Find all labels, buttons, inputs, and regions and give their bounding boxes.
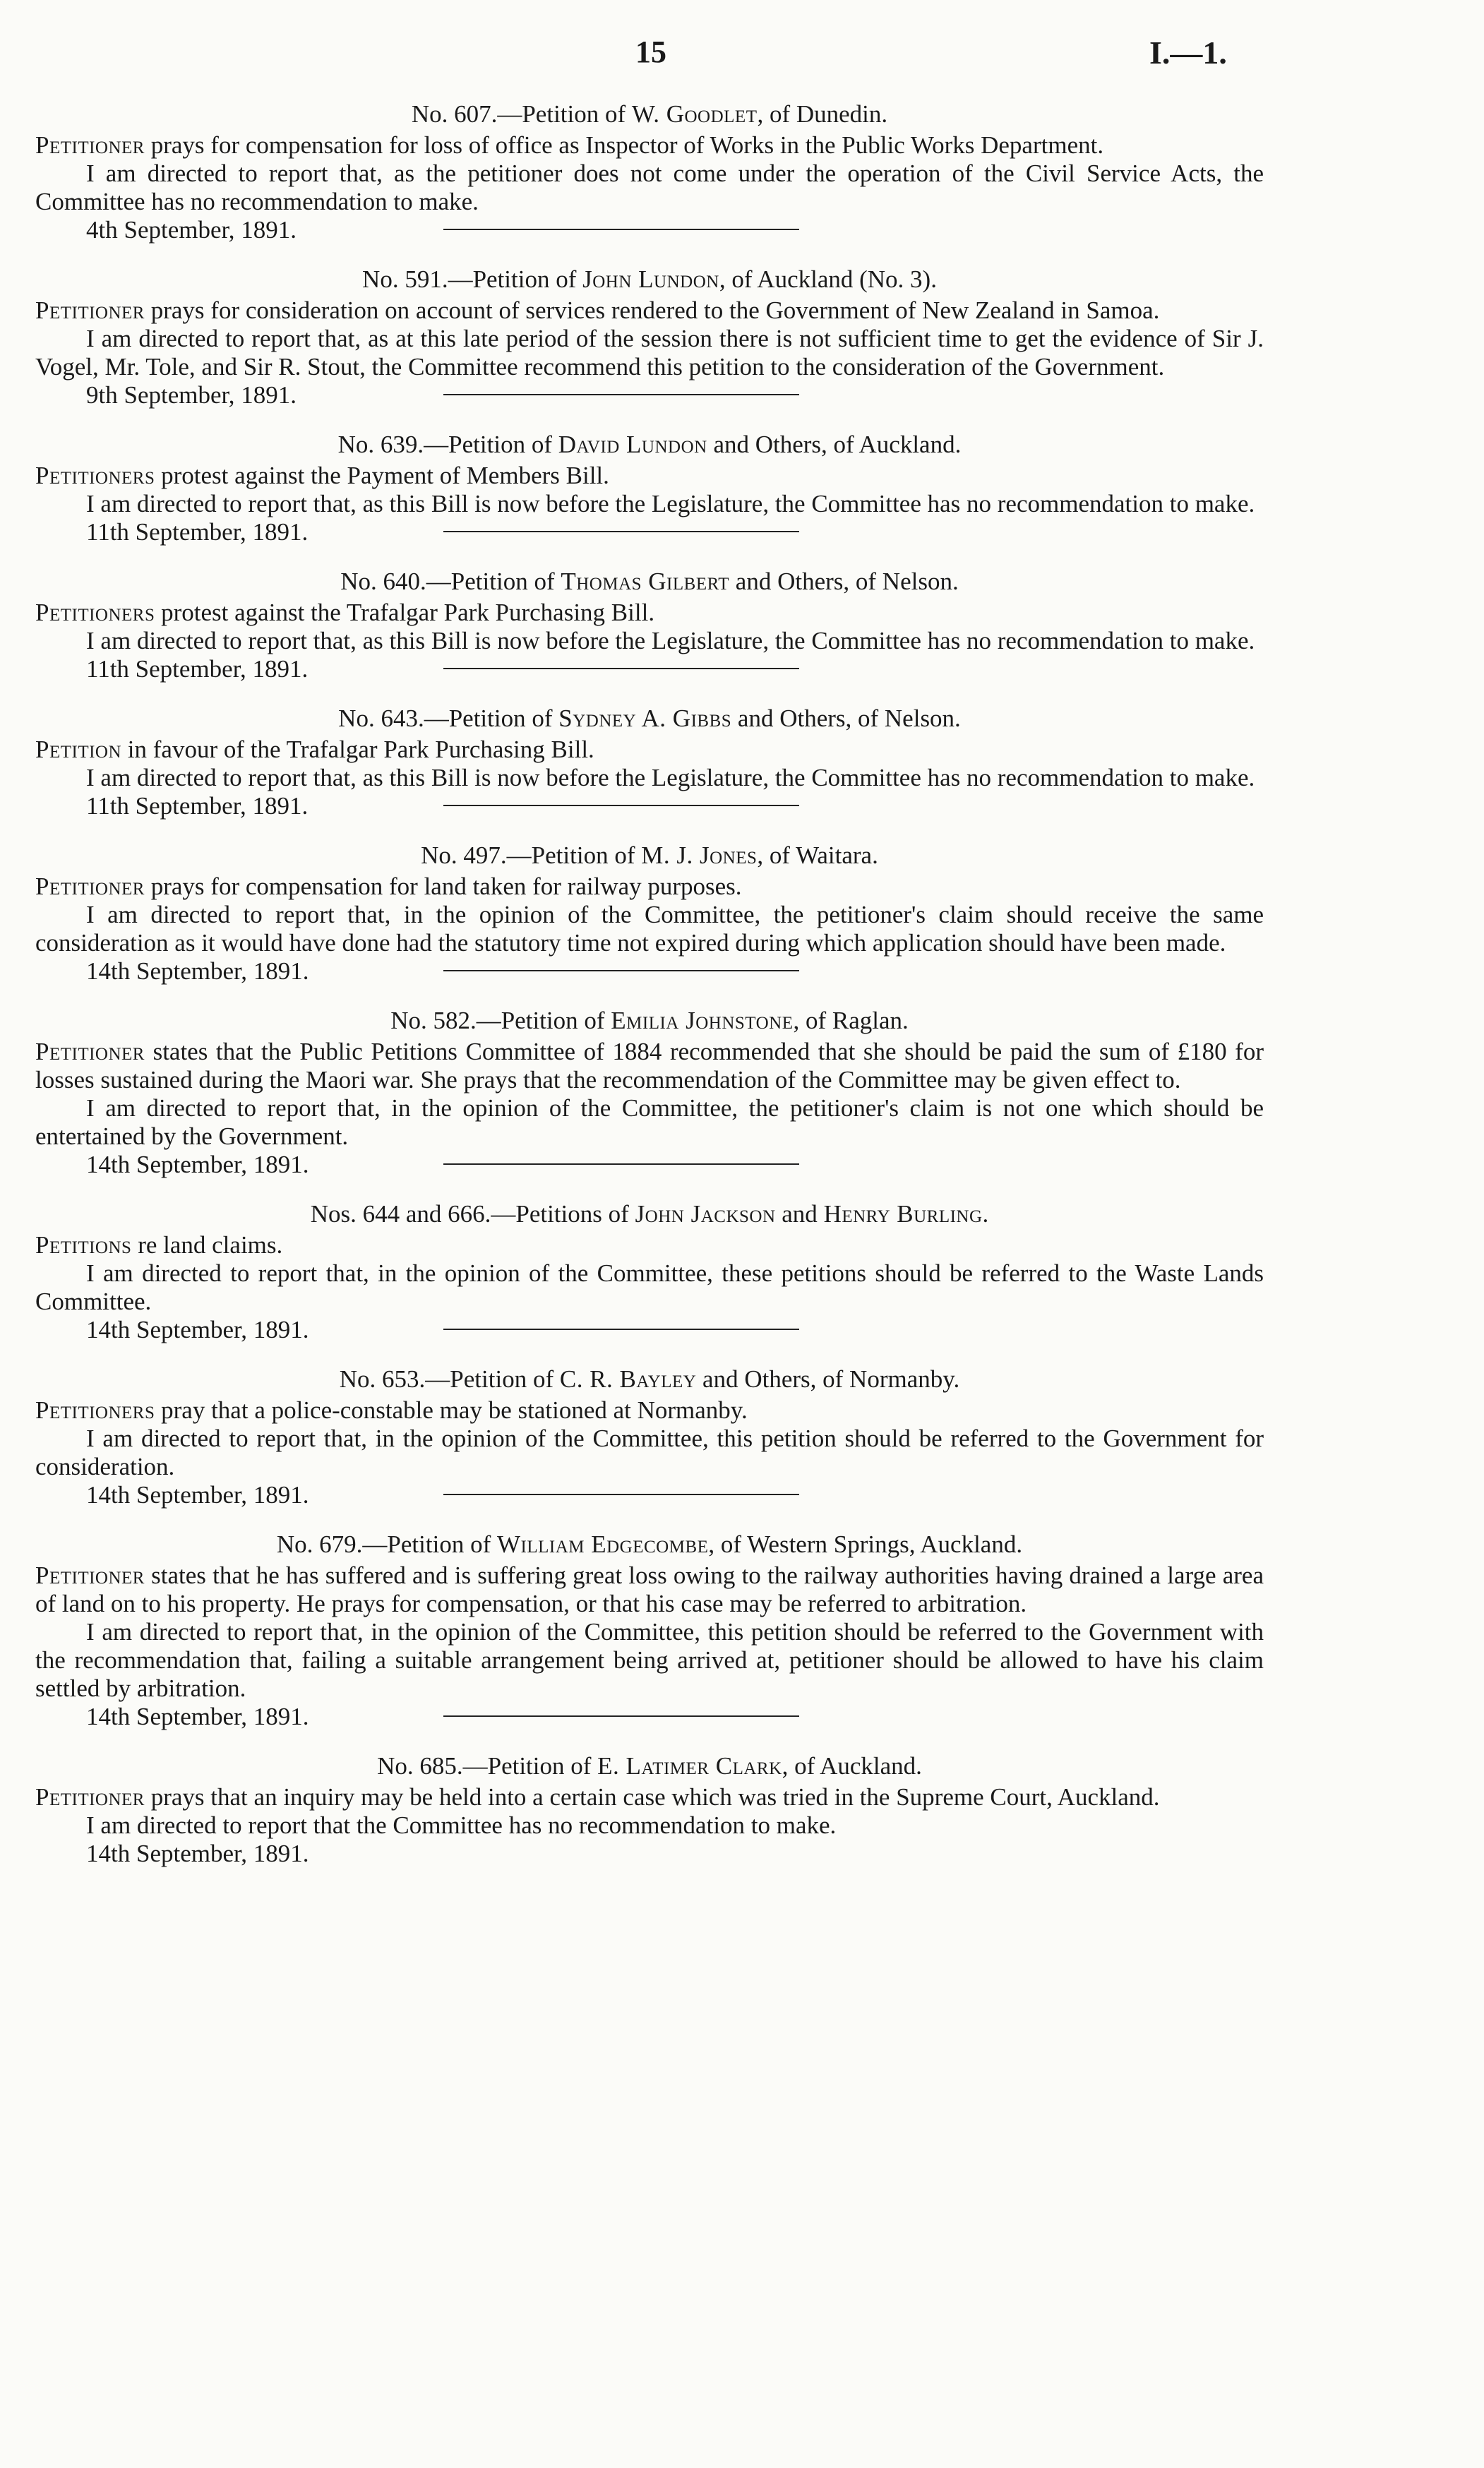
section-divider bbox=[443, 805, 799, 806]
petition-summary-text: protest against the Payment of Members Bill. bbox=[155, 462, 609, 489]
petition-title bbox=[35, 705, 1264, 733]
committee-report: I am directed to report that, in the opinion of the Committee, the petitioner's claim is not one which should be entertained by the Government. bbox=[35, 1094, 1264, 1150]
petition-number: No. 653.—Petition of bbox=[339, 1365, 560, 1393]
petition-lead-word: Petitioners bbox=[35, 599, 155, 626]
petition-summary bbox=[35, 1038, 1264, 1094]
petition-summary bbox=[35, 736, 1264, 764]
report-date: 14th September, 1891. bbox=[86, 1316, 309, 1343]
petition-lead-word: Petition bbox=[35, 736, 122, 763]
petition-entry bbox=[35, 100, 1264, 265]
petition-lead-word: Petitioner bbox=[35, 1783, 145, 1811]
petitioner-name: Sydney A. Gibbs bbox=[558, 705, 732, 732]
petitioner-name: John Lundon bbox=[582, 265, 719, 293]
petition-title bbox=[35, 841, 1264, 870]
petition-summary bbox=[35, 462, 1264, 490]
petition-title bbox=[35, 265, 1264, 294]
petition-title bbox=[35, 1530, 1264, 1559]
petitioner-name: E. Latimer Clark bbox=[597, 1752, 782, 1780]
report-date: 14th September, 1891. bbox=[86, 1703, 309, 1730]
petition-number: No. 607.—Petition of bbox=[411, 100, 632, 128]
petition-number: No. 591.—Petition of bbox=[362, 265, 583, 293]
petition-lead-word: Petitioner bbox=[35, 296, 145, 324]
report-date: 4th September, 1891. bbox=[86, 216, 297, 244]
committee-report: I am directed to report that the Committee has no recommendation to make. bbox=[86, 1811, 837, 1839]
petition-summary-text: pray that a police-constable may be stationed at Normanby. bbox=[155, 1396, 748, 1424]
petitioner-name: William Edgecombe bbox=[496, 1530, 709, 1558]
committee-report: I am directed to report that, in the opinion of the Committee, this petition should be referred to the Government for consideration. bbox=[35, 1425, 1264, 1480]
petition-summary bbox=[35, 296, 1264, 325]
report-date: 14th September, 1891. bbox=[86, 1151, 309, 1178]
petition-summary-text: prays that an inquiry may be held into a certain case which was tried in the Supreme Court, Auckland. bbox=[144, 1783, 1160, 1811]
petition-lead-word: Petitioners bbox=[35, 462, 155, 489]
petition-number: No. 639.—Petition of bbox=[337, 431, 558, 458]
section-divider bbox=[443, 970, 799, 971]
petition-lead-word: Petitions bbox=[35, 1231, 132, 1259]
petition-title-suffix: , of Dunedin. bbox=[757, 100, 888, 128]
petition-number: No. 640.—Petition of bbox=[340, 568, 561, 595]
petition-title bbox=[35, 1007, 1264, 1035]
section-divider bbox=[443, 1715, 799, 1717]
petition-title-suffix: and Others, of Nelson. bbox=[729, 568, 959, 595]
section-divider bbox=[443, 1163, 799, 1165]
petition-summary-text: states that the Public Petitions Committee of 1884 recommended that she should be paid the sum of £180 for losses sustained during the Maori war. She prays that the recommendation of the Committee may be given effect to. bbox=[35, 1038, 1264, 1094]
petition-entry bbox=[35, 1530, 1264, 1752]
petition-summary bbox=[35, 599, 1264, 627]
petition-entry bbox=[35, 1200, 1264, 1365]
petition-summary bbox=[35, 1783, 1264, 1811]
section-divider bbox=[443, 531, 799, 532]
petition-title-suffix: . bbox=[982, 1200, 989, 1228]
petition-title bbox=[35, 1365, 1264, 1394]
section-divider bbox=[443, 394, 799, 395]
committee-report: I am directed to report that, in the opinion of the Committee, the petitioner's claim should receive the same consideration as it would have done had the statutory time not expired during which application should have been made. bbox=[35, 901, 1264, 957]
petition-summary bbox=[35, 131, 1264, 160]
petitioner-name: C. R. Bayley bbox=[559, 1365, 697, 1393]
petition-title-suffix: and Others, of Auckland. bbox=[707, 431, 962, 458]
petition-number: No. 679.—Petition of bbox=[276, 1530, 497, 1558]
report-date: 14th September, 1891. bbox=[86, 1840, 309, 1867]
paper-reference: I.—1. bbox=[1149, 35, 1227, 71]
petition-summary-text: prays for compensation for loss of office as Inspector of Works in the Public Works Department. bbox=[144, 131, 1104, 159]
petitioner-name: W. Goodlet bbox=[631, 100, 758, 128]
petition-entry bbox=[35, 431, 1264, 568]
petition-summary bbox=[35, 1562, 1264, 1618]
petition-number: No. 497.—Petition of bbox=[421, 841, 642, 869]
petition-title-suffix: , of Waitara. bbox=[757, 841, 878, 869]
petition-lead-word: Petitioner bbox=[35, 1038, 145, 1065]
report-date: 14th September, 1891. bbox=[86, 1481, 309, 1509]
report-date: 11th September, 1891. bbox=[86, 655, 309, 683]
petition-entry bbox=[35, 1752, 1264, 1868]
petitioner-name: David Lundon bbox=[558, 431, 707, 458]
committee-report: I am directed to report that, as this Bill is now before the Legislature, the Committee has no recommendation to make. bbox=[86, 627, 1255, 654]
section-divider bbox=[443, 668, 799, 669]
petition-title-suffix: and bbox=[775, 1200, 824, 1228]
petition-summary-text: prays for compensation for land taken for railway purposes. bbox=[144, 873, 742, 900]
petition-title bbox=[35, 1200, 1264, 1228]
petition-summary-text: prays for consideration on account of services rendered to the Government of New Zealand in Samoa. bbox=[144, 296, 1160, 324]
report-date: 11th September, 1891. bbox=[86, 792, 309, 820]
petition-title bbox=[35, 568, 1264, 596]
petition-number: Nos. 644 and 666.—Petitions of bbox=[310, 1200, 635, 1228]
petition-title bbox=[35, 431, 1264, 459]
petition-title-suffix: , of Raglan. bbox=[793, 1007, 909, 1034]
committee-report: I am directed to report that, as this Bill is now before the Legislature, the Committee has no recommendation to make. bbox=[86, 490, 1255, 517]
petition-summary bbox=[35, 1231, 1264, 1259]
committee-report: I am directed to report that, in the opinion of the Committee, this petition should be referred to the Government with the recommendation that, failing a suitable arrangement being arrived at, petitioner should be allowed to have his claim settled by arbitration. bbox=[35, 1618, 1264, 1702]
report-date: 14th September, 1891. bbox=[86, 957, 309, 985]
section-divider bbox=[443, 1329, 799, 1330]
petition-entry bbox=[35, 841, 1264, 1007]
petition-entry bbox=[35, 705, 1264, 841]
section-divider bbox=[443, 1494, 799, 1495]
petition-number: No. 582.—Petition of bbox=[390, 1007, 611, 1034]
petition-title bbox=[35, 1752, 1264, 1780]
petitioner-name: John Jackson bbox=[635, 1200, 776, 1228]
petition-entry bbox=[35, 1365, 1264, 1530]
petition-entry bbox=[35, 1007, 1264, 1200]
petition-summary-text: states that he has suffered and is suffering great loss owing to the railway authorities having drained a large area of land on to his property. He prays for compensation, or that his case may be referred to arbitration. bbox=[35, 1562, 1264, 1617]
petitioner-name: Thomas Gilbert bbox=[561, 568, 730, 595]
petition-lead-word: Petitioners bbox=[35, 1396, 155, 1424]
committee-report: I am directed to report that, as this Bill is now before the Legislature, the Committee has no recommendation to make. bbox=[86, 764, 1255, 791]
petition-number: No. 643.—Petition of bbox=[338, 705, 559, 732]
petition-lead-word: Petitioner bbox=[35, 1562, 145, 1589]
petitioner-name: M. J. Jones bbox=[641, 841, 758, 869]
page-number: 15 bbox=[635, 35, 666, 69]
petition-lead-word: Petitioner bbox=[35, 873, 145, 900]
petition-title-suffix: and Others, of Nelson. bbox=[731, 705, 961, 732]
petition-title-suffix: and Others, of Normanby. bbox=[696, 1365, 960, 1393]
committee-report: I am directed to report that, as the petitioner does not come under the operation of the Civil Service Acts, the Committee has no recommendation to make. bbox=[35, 160, 1264, 215]
report-date: 11th September, 1891. bbox=[86, 518, 309, 546]
petition-summary-text: protest against the Trafalgar Park Purchasing Bill. bbox=[155, 599, 655, 626]
petitions-list bbox=[35, 100, 1264, 1868]
petition-title bbox=[35, 100, 1264, 128]
petition-lead-word: Petitioner bbox=[35, 131, 145, 159]
petitioner-name: Emilia Johnstone bbox=[611, 1007, 794, 1034]
petition-title-suffix: , of Auckland. bbox=[782, 1752, 922, 1780]
petition-summary-text: in favour of the Trafalgar Park Purchasing Bill. bbox=[121, 736, 594, 763]
petition-title-suffix: , of Auckland (No. 3). bbox=[719, 265, 937, 293]
report-date: 9th September, 1891. bbox=[86, 381, 297, 409]
petition-title-suffix: , of Western Springs, Auckland. bbox=[708, 1530, 1023, 1558]
petition-summary bbox=[35, 1396, 1264, 1425]
committee-report: I am directed to report that, as at this late period of the session there is not sufficient time to get the evidence of Sir J. Vogel, Mr. Tole, and Sir R. Stout, the Committee recommend this petition to the consideration of the Government. bbox=[35, 325, 1264, 381]
petition-summary-text: re land claims. bbox=[131, 1231, 283, 1259]
petitioner-name: Henry Burling bbox=[823, 1200, 983, 1228]
petition-summary bbox=[35, 873, 1264, 901]
section-divider bbox=[443, 229, 799, 230]
committee-report: I am directed to report that, in the opinion of the Committee, these petitions should be referred to the Waste Lands Committee. bbox=[35, 1259, 1264, 1315]
petition-entry bbox=[35, 265, 1264, 431]
petition-entry bbox=[35, 568, 1264, 705]
petition-number: No. 685.—Petition of bbox=[377, 1752, 598, 1780]
